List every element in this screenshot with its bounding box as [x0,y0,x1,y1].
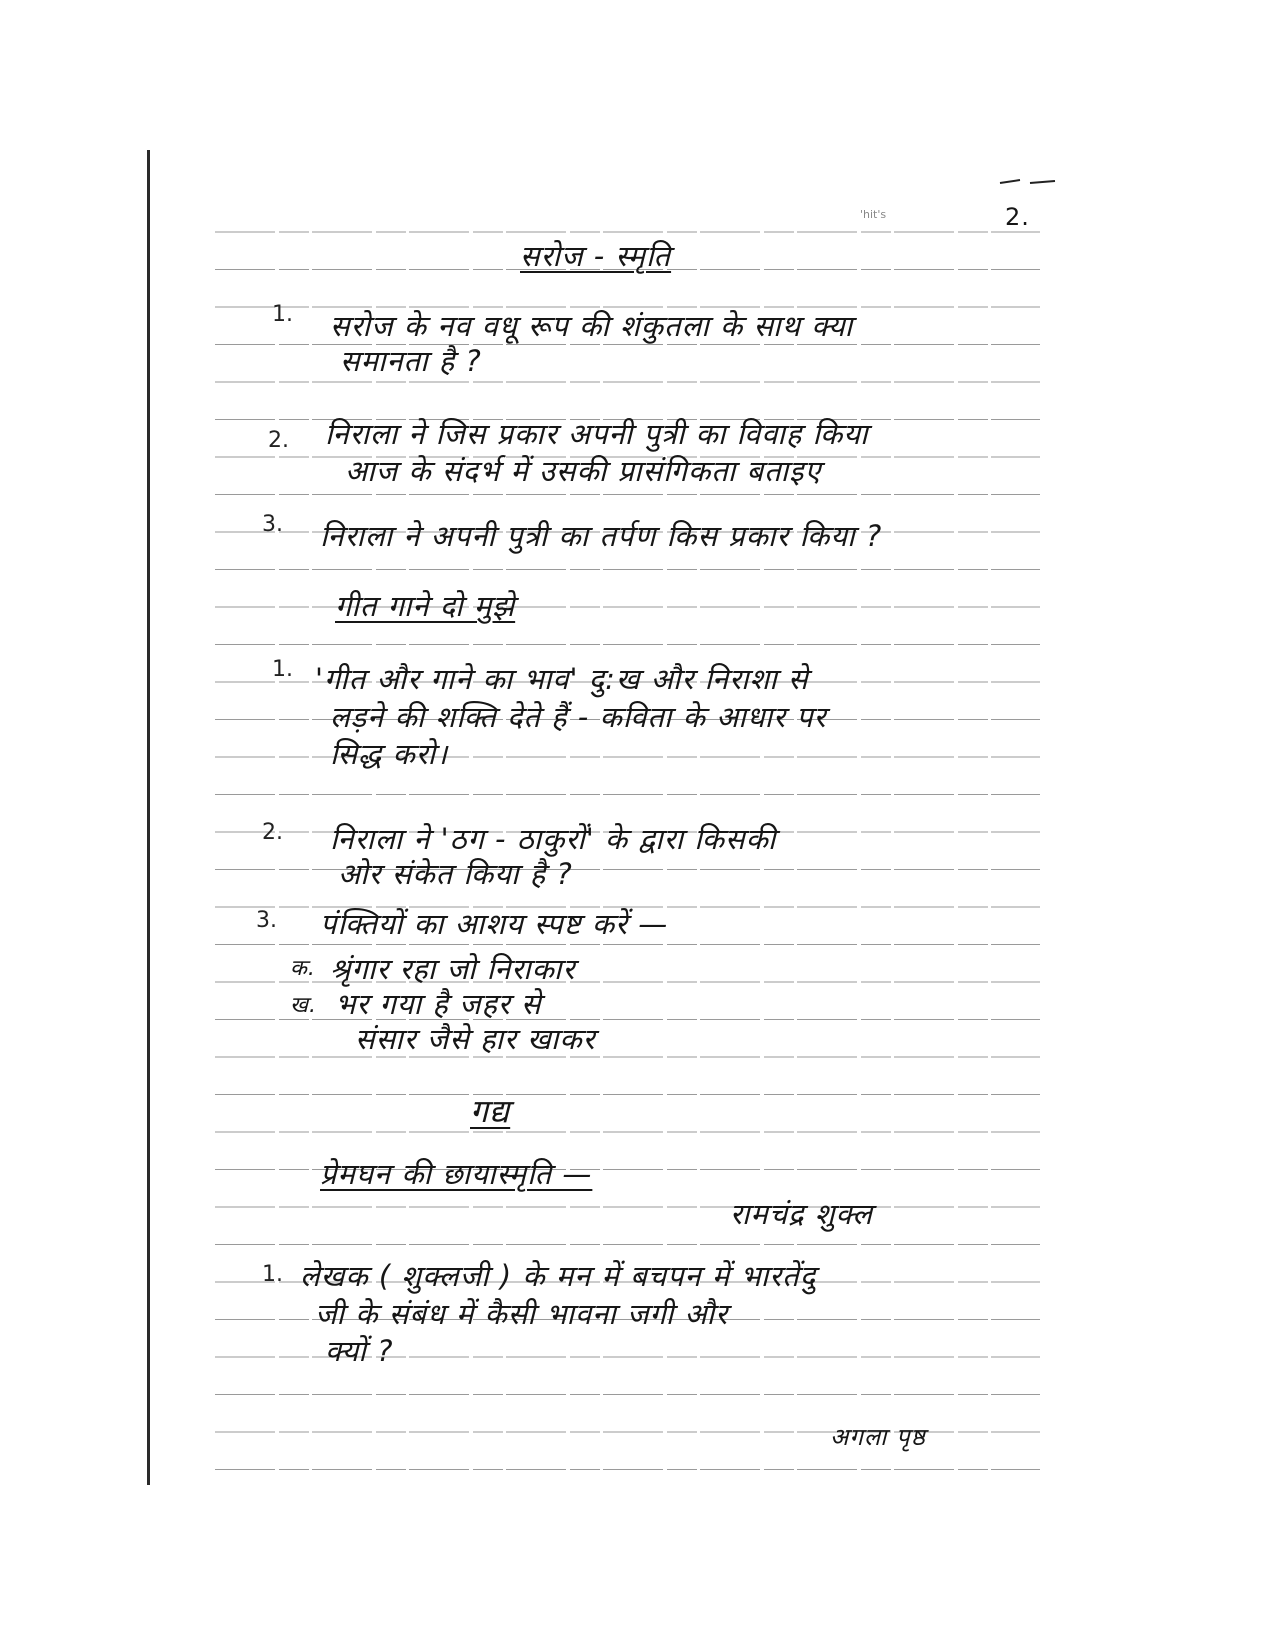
question-line: सिद्ध करो। [330,737,449,771]
faint-mark: 'hit's [860,208,887,221]
section-title: सरोज - स्मृति [520,239,672,273]
question-number: 2. [268,428,289,453]
section-title: गद्य [470,1092,511,1130]
section-title: गीत गाने दो मुझे [335,589,516,623]
question-number: 1. [262,1262,283,1287]
question-line: लेखक ( शुक्लजी ) के मन में बचपन में भारतेंदु [300,1259,817,1293]
question-number: 1. [272,657,293,682]
next-page-note: अगला पृष्ठ [830,1423,926,1451]
author: रामचंद्र शुक्ल [730,1197,873,1231]
question-line: निराला ने 'ठग - ठाकुरों' के द्वारा किसकी [330,822,777,856]
question-line: लड़ने की शक्ति देते हैं - कविता के आधार पर [330,700,827,734]
page-number: 2. [1005,203,1030,231]
question-line: पंक्तियों का आशय स्पष्ट करें — [320,907,669,941]
margin-line [147,150,150,1485]
question-line: ओर संकेत किया है ? [338,857,573,891]
question-line: क्यों ? [325,1334,394,1368]
question-line: जी के संबंध में कैसी भावना जगी और [315,1297,729,1331]
sub-label: ख. [290,993,317,1018]
sub-line: संसार जैसे हार खाकर [355,1022,596,1056]
sub-line: भर गया है जहर से [335,987,542,1021]
sub-label: क. [290,956,316,981]
question-line: निराला ने जिस प्रकार अपनी पुत्री का विवाह किया [325,417,869,451]
question-line: निराला ने अपनी पुत्री का तर्पण किस प्रकार किया ? [320,519,883,553]
question-number: 3. [256,908,277,933]
question-number: 2. [262,820,283,845]
question-line: सरोज के नव वधू रूप की शंकुतला के साथ क्या [330,309,854,343]
question-number: 3. [262,512,283,537]
question-line: आज के संदर्भ में उसकी प्रासंगिकता बताइए [345,454,822,488]
question-line: समानता है ? [340,344,482,378]
question-number: 1. [272,302,293,327]
sub-line: श्रृंगार रहा जो निराकार [330,952,576,986]
section-subtitle: प्रेमघन की छायास्मृति — [320,1157,593,1191]
question-line: 'गीत और गाने का भाव' दु:ख और निराशा से [315,662,809,696]
